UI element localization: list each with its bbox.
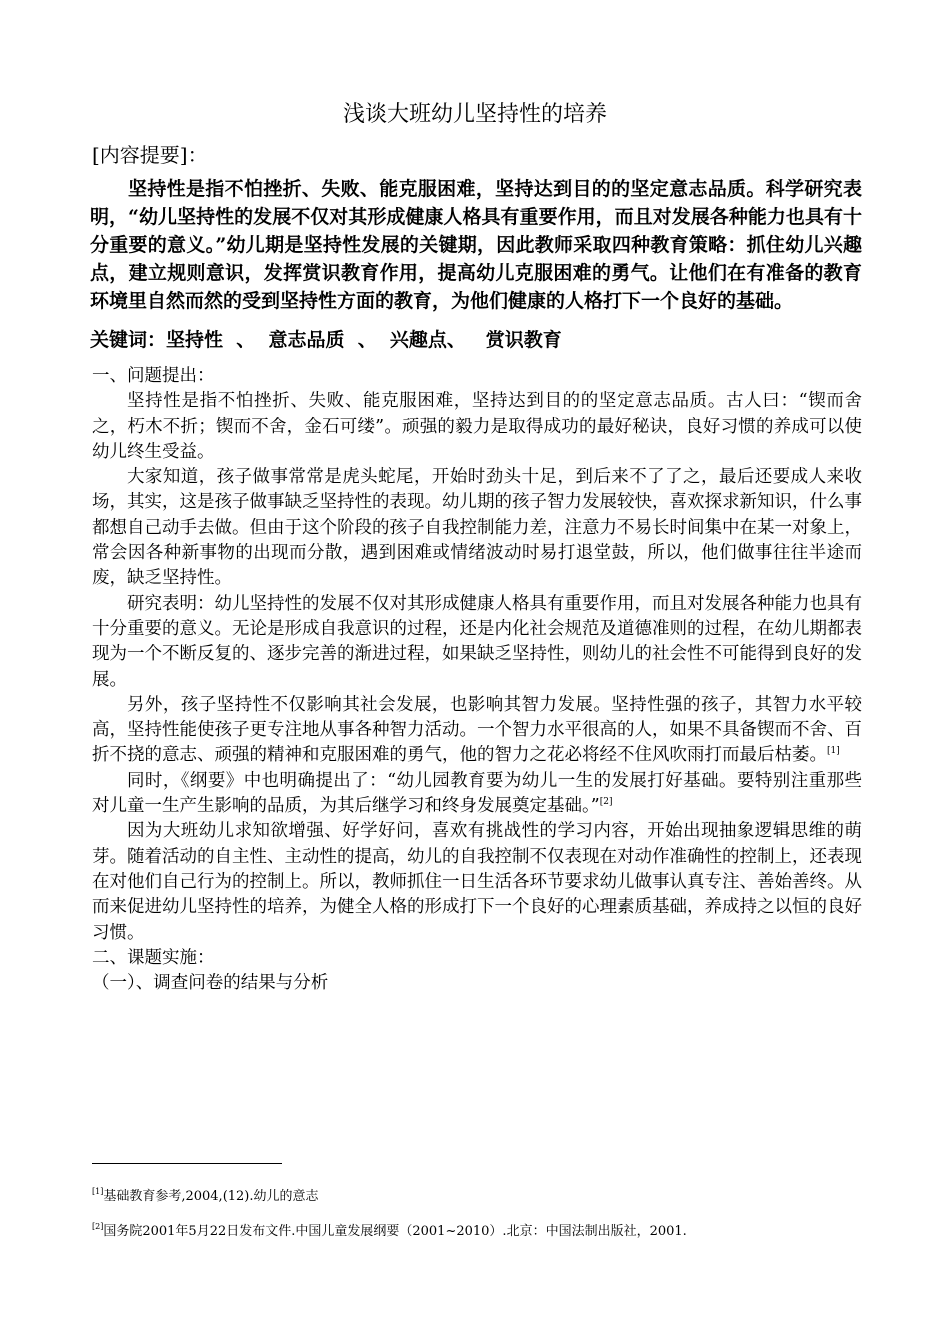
summary-label: [内容提要]：: [92, 143, 208, 167]
subsection-heading: （一）、调查问卷的结果与分析: [92, 973, 329, 994]
body-paragraph: [92, 693, 862, 769]
footnote-mark: [1]: [92, 1187, 104, 1196]
abstract: [90, 175, 862, 315]
footnote: [92, 1183, 319, 1206]
footnote-text: 国务院2001年5月22日发布文件.中国儿童发展纲要（2001~2010）.北京：中国法制出版社，2001.: [103, 1224, 687, 1239]
section-heading-1: 一、问题提出：: [92, 366, 215, 386]
body-paragraph: 大家知道，孩子做事常常是虎头蛇尾，开始时劲头十足，到后来不了了之，最后还要成人来收场，其实，这是孩子做事缺乏坚持性的表现。幼儿期的孩子智力发展较快，喜欢探求新知识，什么事都想自己动手去做。但由于这个阶段的孩子自我控制能力差，注意力不易长时间集中在某一对象上，常会因各种新事物的出现而分散，遇到困难或情绪波动时易打退堂鼓，所以，他们做事往往半途而废，缺乏坚持性。: [92, 467, 862, 589]
section-heading-2: 二、课题实施：: [92, 947, 215, 968]
document-body: [92, 364, 862, 996]
footnote: [92, 1218, 687, 1241]
keywords: 关键词：坚持性 、 意志品质 、 兴趣点、 赏识教育: [90, 329, 562, 351]
body-paragraph: 因为大班幼儿求知欲增强、好学好问，喜欢有挑战性的学习内容，开始出现抽象逻辑思维的萌芽。随着活动的自主性、主动性的提高，幼儿的自我控制不仅表现在对动作准确性的控制上，还表现在对他们自己行为的控制上。所以，教师抓住一日生活各环节要求幼儿做事认真专注、善始善终。从而来促进幼儿坚持性的培养，为健全人格的形成打下一个良好的心理素质基础，养成持之以恒的良好习惯。: [92, 821, 862, 943]
body-paragraph: [92, 769, 862, 820]
paragraph-text: 另外，孩子坚持性不仅影响其社会发展，也影响其智力发展。坚持性强的孩子，其智力水平较高，坚持性能使孩子更专注地从事各种智力活动。一个智力水平很高的人，如果不具备锲而不舍、百折不挠的意志、顽强的精神和克服困难的勇气，他的智力之花必将经不住风吹雨打而最后枯萎。: [92, 694, 862, 766]
footnote-reference[interactable]: [2]: [599, 797, 613, 808]
footnote-reference[interactable]: [1]: [827, 746, 840, 757]
body-paragraph: 研究表明：幼儿坚持性的发展不仅对其形成健康人格具有重要作用，而且对发展各种能力也具有十分重要的意义。无论是形成自我意识的过程，还是内化社会规范及道德准则的过程，在幼儿期都表现为一个不断反复的、逐步完善的渐进过程，如果缺乏坚持性，则幼儿的社会性不可能得到良好的发展。: [92, 593, 862, 690]
footnote-text: 基础教育参考,2004,(12).幼儿的意志: [103, 1189, 319, 1204]
body-paragraph: 坚持性是指不怕挫折、失败、能克服困难，坚持达到目的的坚定意志品质。古人曰：“锲而舍之，朽木不折；锲而不舍，金石可缕”。顽强的毅力是取得成功的最好秘诀，良好习惯的养成可以使幼儿终生受益。: [92, 391, 862, 462]
footnote-mark: [2]: [92, 1222, 104, 1231]
footnote-separator: [92, 1163, 282, 1164]
abstract-paragraph: 坚持性是指不怕挫折、失败、能克服困难，坚持达到目的的坚定意志品质。科学研究表明，“幼儿坚持性的发展不仅对其形成健康人格具有重要作用，而且对发展各种能力也具有十分重要的意义。”幼儿期是坚持性发展的关键期，因此教师采取四种教育策略：抓住幼儿兴趣点，建立规则意识，发挥赏识教育作用，提高幼儿克服困难的勇气。让他们在有准备的教育环境里自然而然的受到坚持性方面的教育，为他们健康的人格打下一个良好的基础。: [90, 178, 862, 312]
document-title: 浅谈大班幼儿坚持性的培养: [342, 102, 607, 127]
paragraph-text: 同时，《纲要》中也明确提出了：“幼儿园教育要为幼儿一生的发展打好基础。要特别注重那些对儿童一生产生影响的品质，为其后继学习和终身发展奠定基础。”: [92, 770, 862, 817]
